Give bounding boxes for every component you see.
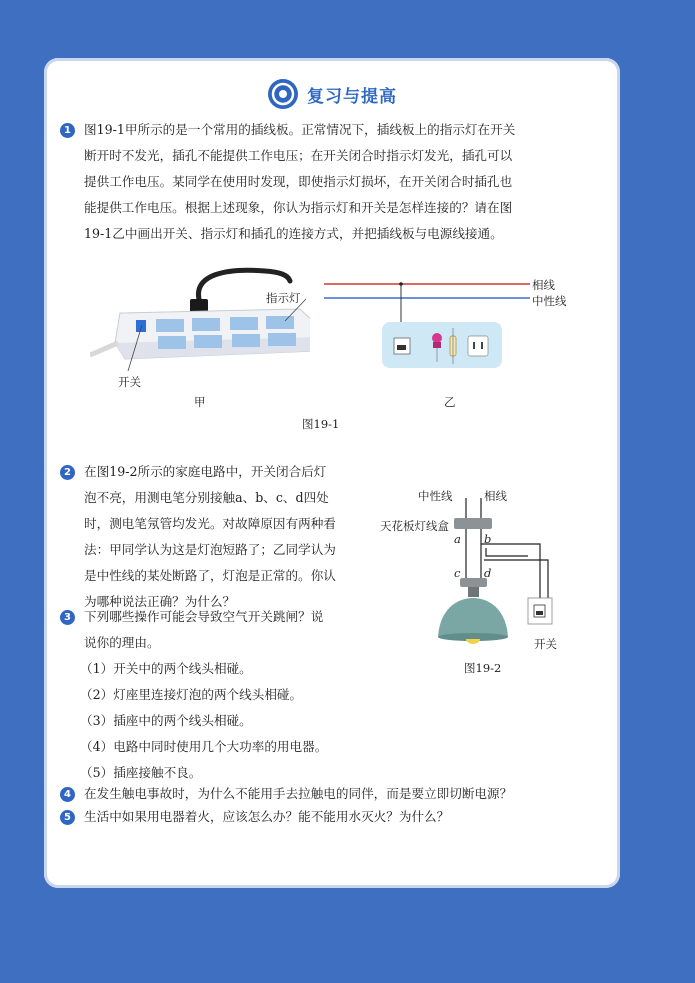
question-2-text [84,459,336,615]
question-number-5: 5 [60,810,75,825]
ceiling-box-icon [454,518,492,529]
label-live-wire: 相线 [532,278,555,292]
question-number-1: 1 [60,123,75,138]
socket-icon [468,336,488,356]
question-1-text [84,117,515,247]
led-indicator-icon [432,333,442,343]
figure-19-1-caption: 图19-1 [302,417,340,431]
question-number-3: 3 [60,610,75,625]
q3-line: 说你的理由。 [84,635,160,650]
question-number-2: 2 [60,465,75,480]
q1-line: 提供工作电压。某同学在使用时发现，即使指示灯损坏，在开关闭合时插孔也 [84,174,513,189]
label-point-b: b [484,532,492,546]
label-point-d: d [484,566,492,580]
label-switch-2: 开关 [534,637,557,651]
q2-line: 是中性线的某处断路了，灯泡是正常的。你认 [84,568,336,583]
section-header [44,78,620,110]
figure-19-2-caption: 图19-2 [464,661,502,675]
q3-option: （3）插座中的两个线头相碰。 [80,713,252,728]
label-live-wire-2: 相线 [484,489,507,503]
label-point-a: a [454,532,461,546]
q1-line: 能提供工作电压。根据上述现象，你认为指示灯和开关是怎样连接的？请在图 [84,200,513,215]
review-card [44,58,620,888]
label-point-c: c [454,566,461,580]
q1-line: 19-1乙中画出开关、指示灯和插孔的连接方式，并把插线板与电源线接通。 [84,226,503,241]
question-3-text [80,604,328,786]
wiring-diagram [322,276,536,376]
review-logo-icon [267,78,299,110]
question-5-text: 生活中如果用电器着火，应该怎么办？能不能用水灭火？为什么？ [84,809,450,824]
q2-line: 在图19-2所示的家庭电路中，开关闭合后灯 [84,464,327,479]
label-switch: 开关 [118,375,141,389]
q3-option: （1）开关中的两个线头相碰。 [80,661,252,676]
q1-line: 图19-1甲所示的是一个常用的插线板。正常情况下，插线板上的指示灯在开关 [84,122,516,137]
label-jia: 甲 [194,395,206,409]
label-neutral-wire-2: 中性线 [418,489,453,503]
q1-line: 断开时不发光，插孔不能提供工作电压；在开关闭合时指示灯发光，插孔可以 [84,148,513,163]
label-indicator-light: 指示灯 [266,291,301,305]
label-neutral-wire: 中性线 [532,294,567,308]
label-yi: 乙 [444,395,456,409]
q2-line: 为哪种说法正确？为什么？ [84,594,236,609]
question-4-text: 在发生触电事故时，为什么不能用手去拉触电的同伴，而是要立即切断电源？ [84,786,513,801]
q2-line: 时，测电笔氖管均发光。对故障原因有两种看 [84,516,336,531]
q3-option: （5）插座接触不良。 [80,765,202,780]
question-number-4: 4 [60,787,75,802]
q3-line: 下列哪些操作可能会导致空气开关跳闸？说 [84,609,324,624]
q2-line: 泡不亮，用测电笔分别接触a、b、c、d四处 [84,490,329,505]
q3-option: （4）电路中同时使用几个大功率的用电器。 [80,739,328,754]
power-strip-figure [90,263,310,373]
q3-option: （2）灯座里连接灯泡的两个线头相碰。 [80,687,303,702]
label-ceiling-box: 天花板灯线盒 [380,519,449,533]
household-circuit-figure [428,498,568,648]
section-title: 复习与提高 [307,86,397,107]
q2-line: 法：甲同学认为这是灯泡短路了；乙同学认为 [84,542,336,557]
lampshade-icon [438,598,508,637]
